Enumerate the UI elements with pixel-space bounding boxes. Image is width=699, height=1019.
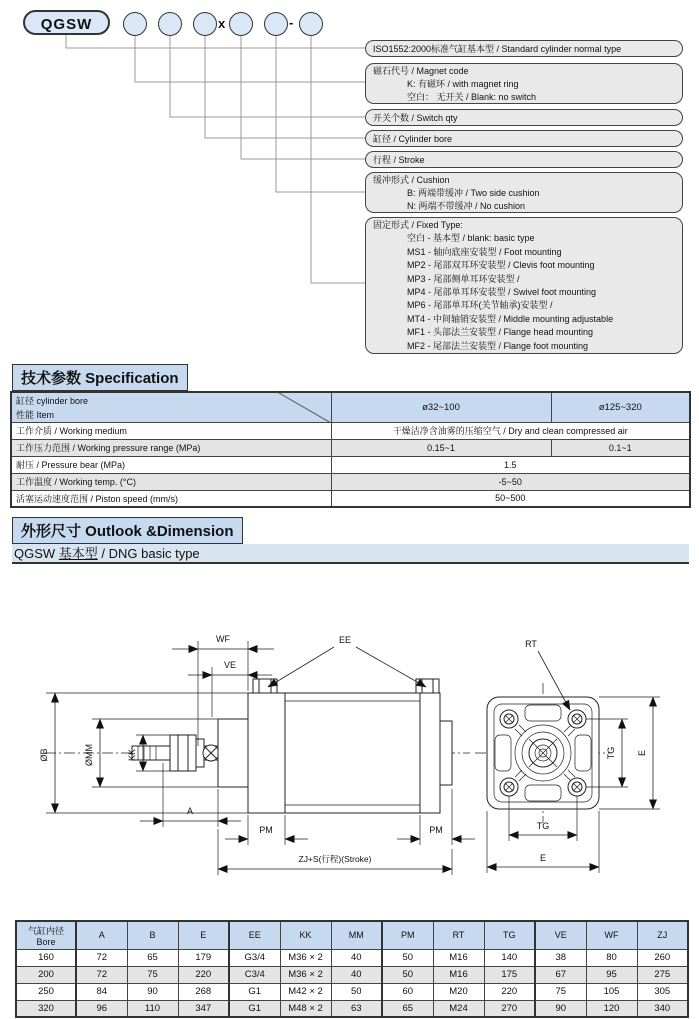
dim-col-header: KK bbox=[280, 921, 331, 949]
dim-cell: C3/4 bbox=[229, 966, 280, 983]
dim-col-header: ZJ bbox=[637, 921, 688, 949]
code-label-line: MS1 - 轴向底座安装型 / Foot mounting bbox=[407, 246, 562, 257]
code-circle-switch-qty bbox=[158, 12, 182, 36]
dim-cell: 220 bbox=[484, 983, 535, 1000]
dim-cell: M36 × 2 bbox=[280, 966, 331, 983]
dim-col-header: WF bbox=[586, 921, 637, 949]
code-label-magnet-code bbox=[365, 63, 683, 104]
dim-row bbox=[16, 1000, 688, 1017]
dim-cell: 120 bbox=[586, 1000, 637, 1017]
dim-cell: 50 bbox=[331, 983, 382, 1000]
dim-cell: G1 bbox=[229, 983, 280, 1000]
dim-cell: M36 × 2 bbox=[280, 949, 331, 966]
outline-section-title: 外形尺寸 Outlook &Dimension bbox=[12, 517, 243, 544]
corner-top-label: 缸径 cylinder bore bbox=[16, 396, 89, 406]
dim-table-header-row bbox=[16, 921, 688, 949]
spec-row-value: -5~50 bbox=[331, 473, 690, 490]
dim-cell: 270 bbox=[484, 1000, 535, 1017]
multiply-separator: x bbox=[218, 16, 226, 31]
dim-cell: 72 bbox=[76, 949, 127, 966]
model-prefix-badge: QGSW bbox=[23, 10, 110, 35]
dim-cell: 268 bbox=[178, 983, 229, 1000]
dim-cell: 67 bbox=[535, 966, 586, 983]
dim-cell: 40 bbox=[331, 949, 382, 966]
spec-row bbox=[11, 439, 690, 456]
dim-cell: M24 bbox=[433, 1000, 484, 1017]
code-label-stroke bbox=[365, 151, 683, 168]
code-label-line: MP3 - 尾部侧单耳环安装型 / bbox=[407, 273, 520, 284]
model-code-diagram bbox=[0, 0, 699, 358]
dim-cell: 38 bbox=[535, 949, 586, 966]
code-circle-cushion bbox=[264, 12, 288, 36]
code-label-line: ISO1552:2000标准气缸基本型 / Standard cylinder normal type bbox=[373, 44, 622, 54]
spec-row-label: 工作介质 / Working medium bbox=[11, 422, 331, 439]
code-label-line: MP4 - 尾部单耳环安装型 / Swivel foot mounting bbox=[407, 287, 597, 298]
dim-col-header: EE bbox=[229, 921, 280, 949]
dim-cell: 75 bbox=[535, 983, 586, 1000]
dim-cell: 90 bbox=[127, 983, 178, 1000]
dim-label-ve: VE bbox=[223, 660, 237, 670]
dim-cell: 105 bbox=[586, 983, 637, 1000]
dim-label-tg-side: TG bbox=[606, 746, 616, 760]
code-label-switch-qty bbox=[365, 109, 683, 126]
dim-row-bore: 160 bbox=[16, 949, 76, 966]
code-circle-magnet bbox=[123, 12, 147, 36]
code-label-cylinder-bore bbox=[365, 130, 683, 147]
dim-label-dia-mm: ØMM bbox=[84, 744, 94, 766]
subtitle-suffix: / DNG basic type bbox=[97, 546, 200, 561]
dim-cell: 305 bbox=[637, 983, 688, 1000]
dim-label-e-bottom: E bbox=[539, 853, 547, 863]
code-circle-bore bbox=[193, 12, 217, 36]
spec-table bbox=[10, 391, 691, 508]
bore-header-zh: 气缸内径 bbox=[27, 925, 64, 936]
dim-cell: 347 bbox=[178, 1000, 229, 1017]
dim-cell: M20 bbox=[433, 983, 484, 1000]
dim-col-header: E bbox=[178, 921, 229, 949]
dim-cell: 175 bbox=[484, 966, 535, 983]
code-label-line: 缸径 / Cylinder bore bbox=[373, 134, 453, 144]
dim-label-ee: EE bbox=[338, 635, 352, 645]
bore-range-col-2: ø125~320 bbox=[551, 392, 690, 422]
subtitle-prefix: QGSW bbox=[14, 546, 59, 561]
spec-row-value: 50~500 bbox=[331, 490, 690, 507]
code-label-line: 空白 - 基本型 / blank: basic type bbox=[407, 233, 535, 244]
dim-cell: G3/4 bbox=[229, 949, 280, 966]
bore-range-col-1: ø32~100 bbox=[331, 392, 551, 422]
dim-label-tg-bottom: TG bbox=[536, 821, 550, 831]
dim-row-bore: 200 bbox=[16, 966, 76, 983]
dim-row-bore: 250 bbox=[16, 983, 76, 1000]
dim-cell: 84 bbox=[76, 983, 127, 1000]
dim-label-kk: KK bbox=[127, 748, 137, 762]
dim-cell: 140 bbox=[484, 949, 535, 966]
spec-row-value: 0.1~1 bbox=[551, 439, 690, 456]
dim-col-header: PM bbox=[382, 921, 433, 949]
spec-row-label: 工作温度 / Working temp. (°C) bbox=[11, 473, 331, 490]
code-label-line: 缓冲形式 / Cushion bbox=[373, 175, 450, 185]
dim-col-header: B bbox=[127, 921, 178, 949]
dim-cell: 50 bbox=[382, 966, 433, 983]
dim-row bbox=[16, 983, 688, 1000]
spec-row bbox=[11, 490, 690, 507]
spec-row-label: 活塞运动速度范围 / Piston speed (mm/s) bbox=[11, 490, 331, 507]
code-label-line: 空白： 无开关 / Blank: no switch bbox=[407, 92, 537, 102]
spec-row-value: 干燥洁净含油雾的压缩空气 / Dry and clean compressed air bbox=[331, 422, 690, 439]
dim-cell: 65 bbox=[127, 949, 178, 966]
code-circle-fixed-type bbox=[299, 12, 323, 36]
dim-cell: 90 bbox=[535, 1000, 586, 1017]
dim-cell: 96 bbox=[76, 1000, 127, 1017]
spec-row-label: 耐压 / Pressure bear (MPa) bbox=[11, 456, 331, 473]
code-label-line: K: 有磁环 / with magnet ring bbox=[407, 79, 519, 89]
code-label-standard bbox=[365, 40, 683, 57]
code-label-line: N: 两端不带缓冲 / No cushion bbox=[407, 201, 526, 211]
dim-label-dia-b: ØB bbox=[39, 748, 49, 762]
dim-cell: 72 bbox=[76, 966, 127, 983]
dim-cell: 65 bbox=[382, 1000, 433, 1017]
dim-col-header: A bbox=[76, 921, 127, 949]
spec-row bbox=[11, 422, 690, 439]
spec-corner-cell bbox=[11, 392, 331, 422]
diagonal-divider bbox=[269, 393, 331, 422]
spec-row bbox=[11, 473, 690, 490]
dim-label-pm-right: PM bbox=[429, 825, 443, 835]
dim-label-a: A bbox=[186, 806, 194, 816]
spec-row-value: 1.5 bbox=[331, 456, 690, 473]
dim-cell: 220 bbox=[178, 966, 229, 983]
dash-separator: - bbox=[289, 15, 294, 30]
bore-header-en: Bore bbox=[36, 936, 56, 947]
code-label-line: 行程 / Stroke bbox=[373, 155, 425, 165]
dim-cell: 80 bbox=[586, 949, 637, 966]
dim-cell: M42 × 2 bbox=[280, 983, 331, 1000]
dim-cell: G1 bbox=[229, 1000, 280, 1017]
dim-cell: 260 bbox=[637, 949, 688, 966]
dim-col-header: MM bbox=[331, 921, 382, 949]
dim-label-wf: WF bbox=[216, 634, 230, 644]
dim-col-header: TG bbox=[484, 921, 535, 949]
dim-cell: 110 bbox=[127, 1000, 178, 1017]
type-subtitle bbox=[12, 544, 689, 564]
dim-cell: M16 bbox=[433, 949, 484, 966]
code-circle-stroke bbox=[229, 12, 253, 36]
dim-cell: 40 bbox=[331, 966, 382, 983]
code-label-line: 磁石代号 / Magnet code bbox=[373, 66, 469, 76]
dim-cell: 60 bbox=[382, 983, 433, 1000]
dim-cell: 275 bbox=[637, 966, 688, 983]
dim-cell: 179 bbox=[178, 949, 229, 966]
code-label-line: MF2 - 尾部法兰安装型 / Flange foot mounting bbox=[407, 340, 589, 351]
dim-cell: 95 bbox=[586, 966, 637, 983]
code-label-cushion bbox=[365, 172, 683, 213]
subtitle-underlined: 基本型 bbox=[58, 546, 98, 561]
dim-label-zj-stroke: ZJ+S(行程)(Stroke) bbox=[298, 854, 372, 864]
dim-col-header: RT bbox=[433, 921, 484, 949]
dim-cell: M48 × 2 bbox=[280, 1000, 331, 1017]
spec-row-value: 0.15~1 bbox=[331, 439, 551, 456]
spec-section-title: 技术参数 Specification bbox=[12, 364, 188, 391]
code-label-line: MP6 - 尾部单耳环(关节轴承)安装型 / bbox=[407, 300, 553, 311]
dim-label-rt: RT bbox=[525, 639, 537, 649]
spec-row-label: 工作压力范围 / Working pressure range (MPa) bbox=[11, 439, 331, 456]
dim-cell: 50 bbox=[382, 949, 433, 966]
code-label-fixed-type bbox=[365, 217, 683, 354]
dim-col-header-bore bbox=[16, 921, 76, 949]
dim-label-pm-left: PM bbox=[259, 825, 273, 835]
code-label-line: MP2 - 尾部双耳环安装型 / Clevis foot mounting bbox=[407, 260, 595, 271]
dim-label-e-side: E bbox=[637, 749, 647, 757]
code-label-line: 开关个数 / Switch qty bbox=[373, 113, 458, 123]
dim-cell: 75 bbox=[127, 966, 178, 983]
spec-row bbox=[11, 456, 690, 473]
dim-col-header: VE bbox=[535, 921, 586, 949]
dim-cell: 63 bbox=[331, 1000, 382, 1017]
code-label-line: MT4 - 中间轴销安装型 / Middle mounting adjustable bbox=[407, 313, 614, 324]
dimension-table bbox=[15, 920, 689, 1018]
dim-row bbox=[16, 966, 688, 983]
dim-cell: 340 bbox=[637, 1000, 688, 1017]
dim-row-bore: 320 bbox=[16, 1000, 76, 1017]
dimension-drawing bbox=[0, 583, 699, 915]
code-label-line: B: 两端带缓冲 / Two side cushion bbox=[407, 188, 540, 198]
dim-cell: M16 bbox=[433, 966, 484, 983]
code-label-line: MF1 - 头部法兰安装型 / Flange head mounting bbox=[407, 327, 594, 338]
code-label-line: 固定形式 / Fixed Type: bbox=[373, 220, 463, 230]
dim-row bbox=[16, 949, 688, 966]
corner-bottom-label: 性能 Item bbox=[16, 409, 55, 420]
